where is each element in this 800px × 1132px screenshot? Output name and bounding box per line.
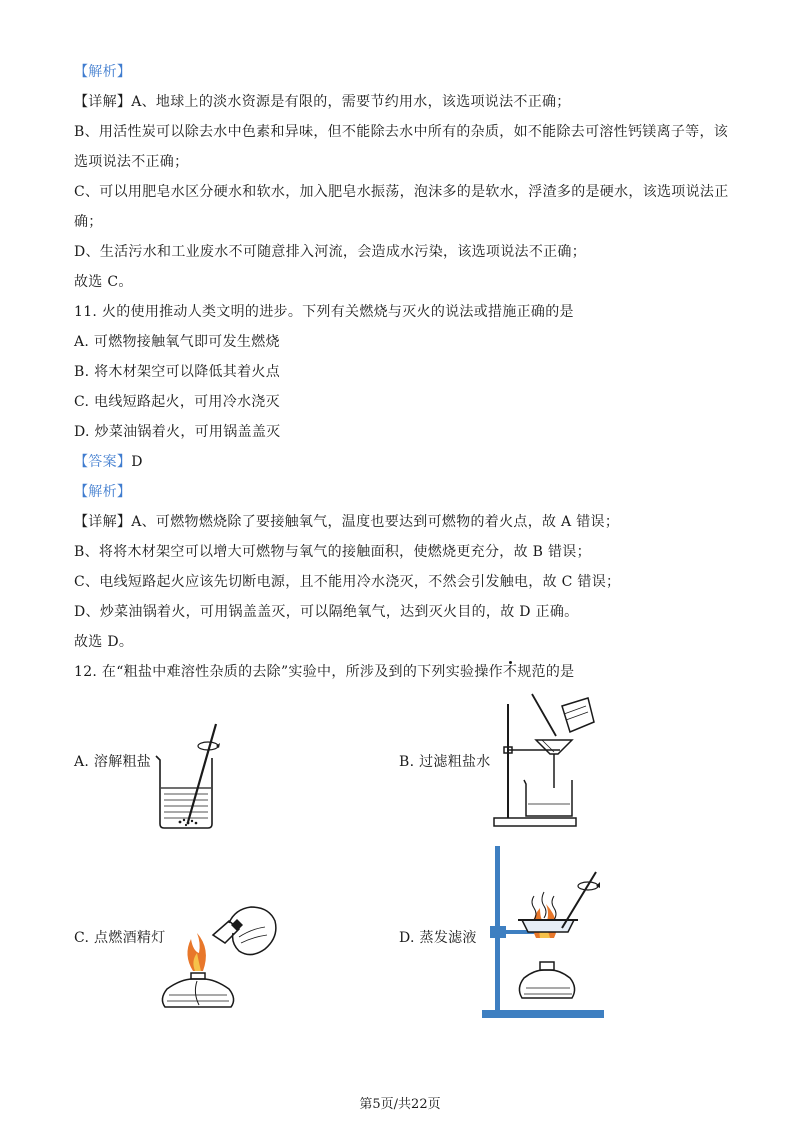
filtration-setup-figure — [490, 692, 600, 830]
option-b: B. 将木材架空可以降低其着火点 — [74, 364, 280, 380]
detail-text-a: A、地球上的淡水资源是有限的，需要节约用水，该选项说法不正确； — [131, 94, 571, 110]
detail-tag: 【详解】 — [74, 94, 132, 110]
detail-line-b: B、将将木材架空可以增大可燃物与氧气的接触面积，使燃烧更充分，故 B 错误； — [74, 544, 591, 560]
beaker-stirring-figure — [150, 718, 230, 833]
detail-tag: 【详解】 — [74, 514, 132, 530]
detail-line-b2: 选项说法不正确； — [74, 154, 189, 170]
option-d-label: D. 蒸发滤液 — [399, 930, 477, 946]
option-c-label: C. 点燃酒精灯 — [74, 930, 166, 946]
stem-part-1: 12. 在“粗盐中难溶性杂质的去除”实验中，所涉及到的下列实验操作 — [74, 664, 503, 680]
option-a-label: A. 溶解粗盐 — [74, 754, 152, 770]
analysis-tag: 【解析】 — [74, 64, 132, 80]
option-c: C. 电线短路起火，可用冷水浇灭 — [74, 394, 280, 410]
detail-line-b1: B、用活性炭可以除去水中色素和异味，但不能除去水中所有的杂质，如不能除去可溶性钙镁离子等，该 — [74, 124, 729, 140]
answer-line — [74, 452, 143, 472]
lighting-alcohol-lamp-figure — [155, 893, 285, 1013]
question-12-stem — [74, 662, 574, 682]
answer-value: D — [131, 454, 143, 470]
answer-tag: 【答案】 — [74, 454, 132, 470]
detail-line-d: D、生活污水和工业废水不可随意排入河流，会造成水污染，该选项说法不正确； — [74, 244, 587, 260]
emphasized-char: 不 — [502, 664, 518, 680]
detail-line-c2: 确； — [74, 214, 103, 230]
page-footer: 第5页/共22页 — [359, 1097, 441, 1112]
detail-line-c1: C、可以用肥皂水区分硬水和软水，加入肥皂水振荡，泡沫多的是软水，浮渣多的是硬水，该选项说法正 — [74, 184, 729, 200]
detail-line-a — [74, 512, 619, 532]
detail-line-d: D、炒菜油锅着火，可用锅盖盖灭，可以隔绝氧气，达到灭火目的，故 D 正确。 — [74, 604, 579, 620]
option-a: A. 可燃物接触氧气即可发生燃烧 — [74, 334, 280, 350]
detail-text-a: A、可燃物燃烧除了要接触氧气，温度也要达到可燃物的着火点，故 A 错误； — [131, 514, 620, 530]
conclusion: 故选 C。 — [74, 274, 133, 290]
option-d: D. 炒菜油锅着火，可用锅盖盖灭 — [74, 424, 281, 440]
question-11-stem: 11. 火的使用推动人类文明的进步。下列有关燃烧与灭火的说法或措施正确的是 — [74, 304, 574, 320]
conclusion: 故选 D。 — [74, 634, 134, 650]
detail-line-a — [74, 92, 571, 112]
stem-part-2: 规范的是 — [517, 664, 575, 680]
detail-line-c: C、电线短路起火应该先切断电源，且不能用冷水浇灭，不然会引发触电，故 C 错误； — [74, 574, 621, 590]
evaporation-setup-figure — [478, 842, 610, 1022]
analysis-tag: 【解析】 — [74, 484, 132, 500]
option-b-label: B. 过滤粗盐水 — [399, 754, 491, 770]
